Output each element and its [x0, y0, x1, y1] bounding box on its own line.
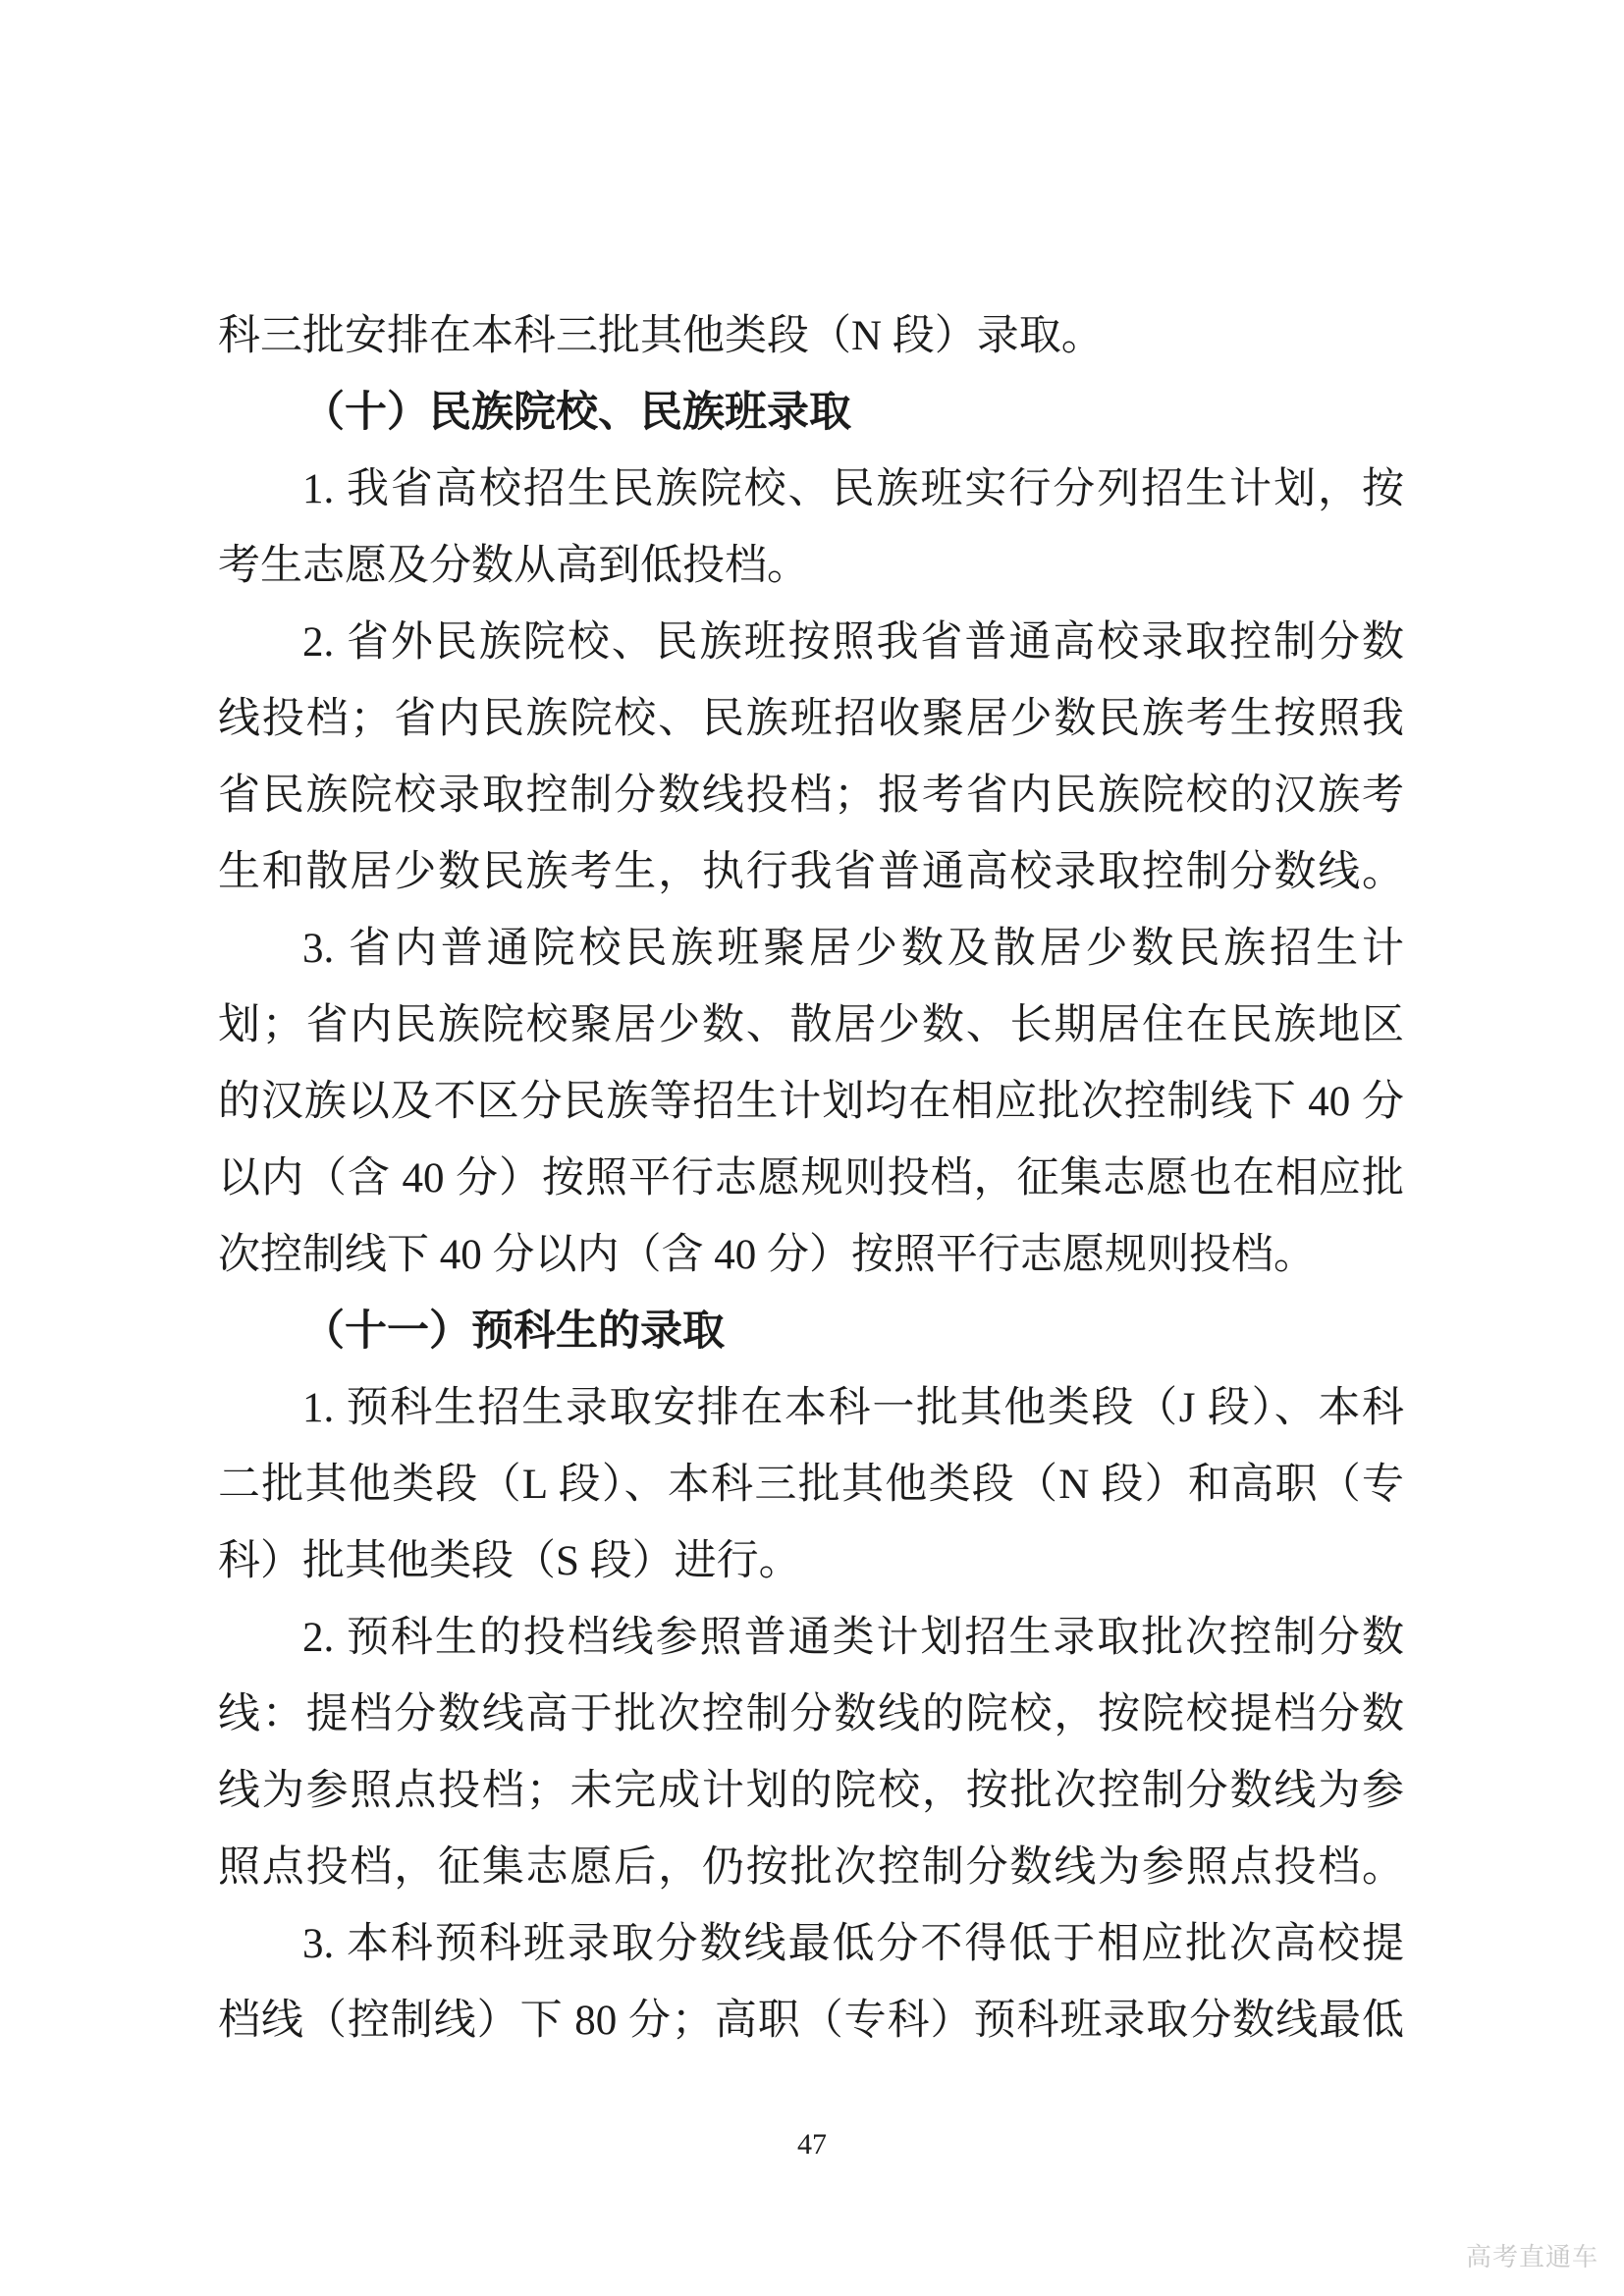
text-line: 省民族院校录取控制分数线投档；报考省内民族院校的汉族考: [218, 773, 1404, 819]
text-line: 3. 本科预科班录取分数线最低分不得低于相应批次高校提: [302, 1921, 1404, 1967]
text-line: 以内（含 40 分）按照平行志愿规则投档，征集志愿也在相应批: [218, 1155, 1404, 1201]
text-line: （十）民族院校、民族班录取: [302, 390, 851, 436]
text-line: 二批其他类段（L 段）、本科三批其他类段（N 段）和高职（专: [218, 1462, 1404, 1508]
text-line: 照点投档，征集志愿后，仍按批次控制分数线为参照点投档。: [218, 1844, 1404, 1891]
text-line: 科）批其他类段（S 段）进行。: [218, 1538, 801, 1584]
text-line: 考生志愿及分数从高到低投档。: [218, 543, 809, 589]
text-line: 科三批安排在本科三批其他类段（N 段）录取。: [218, 313, 1104, 359]
text-line: 线投档；省内民族院校、民族班招收聚居少数民族考生按照我: [218, 696, 1404, 742]
text-line: 线：提档分数线高于批次控制分数线的院校，按院校提档分数: [218, 1691, 1404, 1737]
text-line: 的汉族以及不区分民族等招生计划均在相应批次控制线下 40 分: [218, 1079, 1404, 1125]
text-line: 1. 我省高校招生民族院校、民族班实行分列招生计划，按: [302, 466, 1404, 512]
text-line: （十一）预科生的录取: [302, 1308, 725, 1355]
page-number: 47: [797, 2128, 827, 2161]
text-line: 档线（控制线）下 80 分；高职（专科）预科班录取分数线最低: [218, 1998, 1404, 2044]
text-line: 2. 省外民族院校、民族班按照我省普通高校录取控制分数: [302, 619, 1404, 666]
text-line: 3. 省内普通院校民族班聚居少数及散居少数民族招生计: [302, 926, 1404, 972]
text-line: 2. 预科生的投档线参照普通类计划招生录取批次控制分数: [302, 1615, 1404, 1661]
text-line: 线为参照点投档；未完成计划的院校，按批次控制分数线为参: [218, 1768, 1404, 1814]
document-body: [218, 298, 1404, 2059]
text-line: 划；省内民族院校聚居少数、散居少数、长期居住在民族地区: [218, 1002, 1404, 1048]
watermark-text: 高考直通车: [1465, 2242, 1598, 2271]
text-line: 1. 预科生招生录取安排在本科一批其他类段（J 段）、本科: [302, 1385, 1404, 1431]
text-line: 生和散居少数民族考生，执行我省普通高校录取控制分数线。: [218, 849, 1404, 895]
text-line: 次控制线下 40 分以内（含 40 分）按照平行志愿规则投档。: [218, 1232, 1316, 1278]
